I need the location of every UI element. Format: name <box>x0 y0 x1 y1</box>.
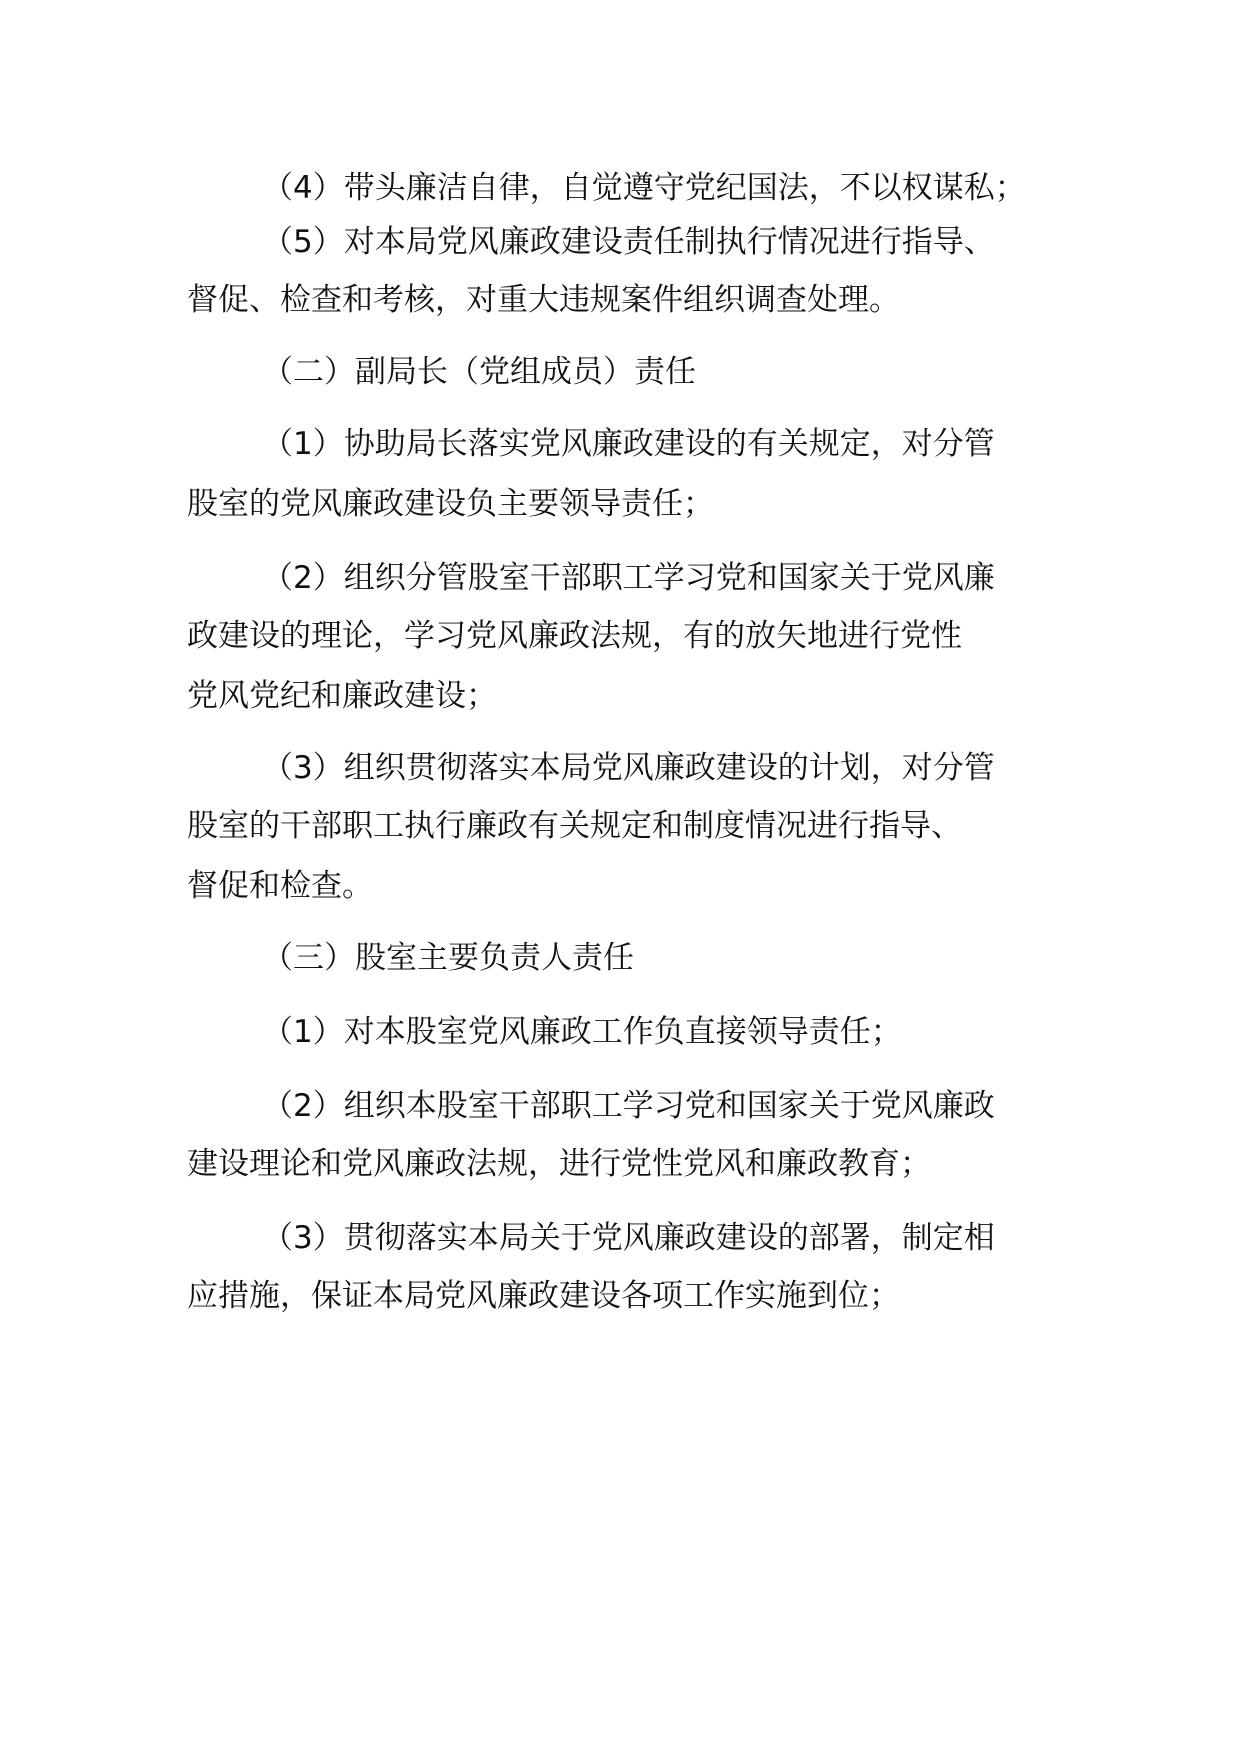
section-heading-2: （二）副局长（党组成员）责任 <box>262 354 696 390</box>
paragraph-deputy-1-line-2: 股室的党风廉政建设负主要领导责任； <box>187 486 714 522</box>
paragraph-office-3-line-1: （3）贯彻落实本局关于党风廉政建设的部署，制定相 <box>262 1220 995 1256</box>
paragraph-deputy-2-line-1: （2）组织分管股室干部职工学习党和国家关于党风廉 <box>262 560 995 596</box>
paragraph-deputy-3-line-3: 督促和检查。 <box>187 868 373 904</box>
paragraph-deputy-2-line-2: 政建设的理论，学习党风廉政法规，有的放矢地进行党性 <box>187 618 962 654</box>
paragraph-item-5-line-2: 督促、检查和考核，对重大违规案件组织调查处理。 <box>187 282 900 318</box>
paragraph-office-2-line-1: （2）组织本股室干部职工学习党和国家关于党风廉政 <box>262 1088 995 1124</box>
paragraph-deputy-1-line-1: （1）协助局长落实党风廉政建设的有关规定，对分管 <box>262 426 995 462</box>
paragraph-office-2-line-2: 建设理论和党风廉政法规，进行党性党风和廉政教育； <box>187 1146 931 1182</box>
paragraph-deputy-3-line-2: 股室的干部职工执行廉政有关规定和制度情况进行指导、 <box>187 808 962 844</box>
paragraph-item-4-line-1: （4）带头廉洁自律，自觉遵守党纪国法，不以权谋私； <box>262 170 1026 206</box>
paragraph-item-5-line-1: （5）对本局党风廉政建设责任制执行情况进行指导、 <box>262 224 995 260</box>
paragraph-office-1-line-1: （1）对本股室党风廉政工作负直接领导责任； <box>262 1014 902 1050</box>
paragraph-office-3-line-2: 应措施，保证本局党风廉政建设各项工作实施到位； <box>187 1278 900 1314</box>
paragraph-deputy-3-line-1: （3）组织贯彻落实本局党风廉政建设的计划，对分管 <box>262 750 995 786</box>
paragraph-deputy-2-line-3: 党风党纪和廉政建设； <box>187 678 497 714</box>
section-heading-3: （三）股室主要负责人责任 <box>262 940 634 976</box>
